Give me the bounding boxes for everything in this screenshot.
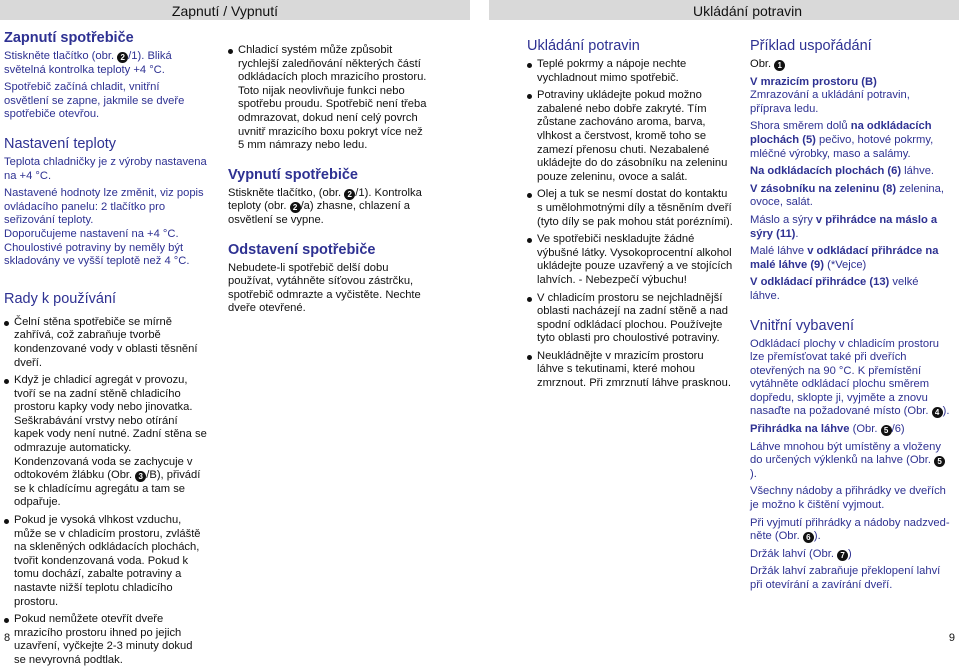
- page-number-left: 8: [4, 632, 11, 644]
- text: Na odkládacích plochách (6): [750, 165, 902, 178]
- interior-shelves: [750, 338, 950, 420]
- page-header-left: [0, 0, 470, 20]
- text: velké láhve.: [750, 276, 919, 302]
- text: v odkládací přihrádce na malé láhve (9): [750, 245, 939, 271]
- heading-food-storage: Ukládání potravin: [527, 38, 640, 54]
- heading-switch-off: Vypnutí spotřebiče: [228, 166, 358, 183]
- text: V zásobníku na zeleninu (8): [750, 182, 897, 195]
- figure-number-badge: 2: [344, 189, 355, 200]
- figure-number-badge: 7: [837, 550, 848, 561]
- freezer-note-list: [228, 44, 431, 153]
- figure-number-badge: 3: [135, 471, 146, 482]
- heading-usage-tips: Rady k používání: [4, 290, 117, 307]
- list-item: Olej a tuk se nesmí dostat do kontaktu s umělohmotnými díly a těsněním dveří (tyto díly se pak mohou stát porézními).: [527, 188, 733, 229]
- text: Stiskněte tlačítko (obr.: [4, 50, 115, 62]
- text: v přihrádce na máslo a sýry (11): [750, 213, 938, 240]
- paragraph-shutdown: Nebudete-li spotřebič delší dobu používat, vytáhněte síťovou zástrčku, spotřebič odmrazte a vyčistěte. Nechte dveře otevřené.: [228, 261, 421, 315]
- text: V odkládací přihrádce (13): [750, 276, 890, 289]
- text: pečivo, hotové pokrmy, mléčné výrobky, maso a salámy.: [750, 133, 934, 160]
- figure-number-badge: 5: [881, 425, 892, 436]
- text: Obr.: [750, 58, 772, 70]
- figure-number-badge: 1: [774, 60, 785, 71]
- list-item: Ve spotřebiči neskladujte žádné výbušné látky. Vysokoprocentní alkohol ukládejte pouze uzavřený a ve stojících lahvích. - Nebezpečí výbuchu!: [527, 233, 733, 287]
- figure-number-badge: 2: [290, 202, 301, 213]
- list-item: V chladicím prostoru se nejchladnější oblasti nacházejí na zadní stěně a nad spodní odkládací plochou. Používejte tyto oblasti pro choulostivé potraviny.: [527, 292, 733, 346]
- text: Stiskněte tlačítko, (obr.: [228, 186, 342, 199]
- example-shelves-5: [750, 120, 950, 161]
- text: Malé láhve: [750, 245, 808, 258]
- example-shelves-6: [750, 165, 950, 179]
- page-number-right: 9: [948, 632, 955, 644]
- header-title-left: Zapnutí / Vypnutí: [171, 3, 278, 19]
- example-butter-compartment: [750, 214, 950, 241]
- figure-number-badge: 2: [117, 52, 128, 63]
- text: ).: [813, 530, 821, 543]
- text: Máslo a sýry: [750, 213, 816, 226]
- page-header-right: [489, 0, 959, 20]
- example-vegetable-drawer: [750, 183, 950, 210]
- header-title-right: Ukládání potravin: [693, 3, 802, 19]
- list-item: Potraviny ukládejte pokud možno zabalené nebo dobře zakryté. Tím zůstane zachováno aroma, barva, vlhkost a čerstvost, kromě toho se zamezí přenosu chuti. Nezabalené ukládejte do do zásobníku na zeleninu pouze zeleninu, ovoce a salát.: [527, 89, 733, 184]
- usage-tips-list: [4, 316, 207, 668]
- heading-shutdown: Odstavení spotřebiče: [228, 241, 376, 258]
- heading-switch-on: Zapnutí spotřebiče: [4, 30, 134, 46]
- text: (Obr.: [849, 423, 878, 436]
- column-1: [4, 30, 207, 672]
- text: ).: [942, 405, 950, 418]
- text: /B), přivádí se k chladícímu agregátu a tam se odpařuje.: [14, 469, 201, 509]
- text: Když je chladicí agregát v provozu, tvoří se na zadní stěně chladicího prostoru kapky vody nebo jinovatka. Seškrabávání vrstvy nebo otírání kapek vody není nutné. Zadní stěna se odmrazuje automaticky. Kondenzovaná voda se zachycuje v odtokovém žlábku (Obr.: [14, 374, 207, 482]
- interior-bottle-recesses: [750, 441, 950, 482]
- text: Láhve mnohou být umístěny a vloženy do určených výklenků na lahve (Obr.: [750, 440, 941, 467]
- column-2: [228, 44, 431, 320]
- text: /1). Kontrolka teploty (obr.: [228, 186, 422, 213]
- text: V mrazicím prostoru (B): [750, 75, 877, 88]
- interior-removable: Všechny nádoby a přihrádky ve dveřích je možno k čištění vyjmout.: [750, 485, 946, 512]
- text: (*Vejce): [824, 258, 867, 271]
- text: Zmrazování a ukládání potravin, příprava ledu.: [750, 89, 910, 115]
- paragraph-temp-2: Nastavené hodnoty lze změnit, viz popis ovládacího panelu: 2 tlačítko pro seřizování teploty.: [4, 187, 204, 227]
- interior-lift: [750, 517, 950, 544]
- text: ): [848, 547, 852, 560]
- heading-temperature: Nastavení teploty: [4, 135, 117, 152]
- list-item: Teplé pokrmy a nápoje nechte vychladnout mimo spotřebič.: [527, 58, 733, 85]
- example-small-bottles: [750, 245, 950, 272]
- figure-number-badge: 4: [932, 407, 943, 418]
- figure-number-badge: 6: [803, 532, 814, 543]
- paragraph-temp-3: Doporučujeme nastavení na +4 °C.: [4, 227, 179, 240]
- heading-arrangement-example: Příklad uspořádání: [750, 38, 872, 54]
- list-item: Pokud je vysoká vlhkost vzduchu, může se v chladicím prostoru, zvláště na skleněných odkládacích plochách, tvořit kondenzovaná voda. Pokud k tomu dochází, zabalte potraviny a nastavte nižší teplotu chladicího prostoru.: [4, 514, 207, 609]
- text: /a) zhasne, chlazení a osvětlení se vypne.: [228, 200, 411, 226]
- list-item: [4, 374, 207, 510]
- example-large-bottles: [750, 276, 950, 303]
- list-item: Čelní stěna spotřebiče se mírně zahřívá, což zabraňuje tvorbě kondenzované vody v oblasti těsnění dveří.: [4, 316, 207, 370]
- text: Přihrádka na láhve: [750, 423, 850, 436]
- text: ).: [750, 467, 757, 480]
- text: .: [795, 227, 799, 240]
- figure-reference: [750, 58, 950, 72]
- text: /6): [891, 423, 905, 436]
- text: Shora směrem dolů: [750, 120, 851, 133]
- interior-bottle-holder: [750, 548, 950, 562]
- paragraph-switch-off: [228, 187, 431, 228]
- storage-list: [527, 58, 733, 391]
- text: na odkládacích plochách (5): [750, 120, 932, 146]
- text: /1). Bliká světelná kontrolka teploty +4 °C.: [4, 50, 172, 76]
- heading-interior: Vnitřní vybavení: [750, 317, 854, 334]
- text: Při vyjmutí přihrádky a nádoby nadzved-něte (Obr.: [750, 516, 950, 543]
- paragraph-temp-4: Choulostivé potraviny by neměly být skladovány ve vyšší teplotě než 4 °C.: [4, 241, 190, 268]
- list-item: Pokud nemůžete otevřít dveře mrazicího prostoru ihned po jejich uzavření, vyčkejte 2-3 minuty dokud se nevyrovná podtlak.: [4, 613, 207, 667]
- list-item: Chladicí systém může způsobit rychlejší zaledňování některých částí odkládacích ploch mrazicího prostoru. Toto nijak neovlivňuje funkci nebo spotřebu proudu. Spotřebič není třeba odmrazovat, dokud není celý povrch uvnitř mrazicího boxu pokryt více než 5 mm námrazy nebo ledu.: [228, 44, 431, 153]
- interior-bottle-holder-desc: Držák lahví zabraňuje překlopení lahví při otevírání a zavírání dveří.: [750, 565, 941, 591]
- column-3: [527, 38, 733, 395]
- text: zelenina, ovoce, salát.: [750, 182, 944, 209]
- text: láhve.: [901, 165, 935, 178]
- column-4: [750, 38, 950, 597]
- paragraph-temp-1: Teplota chladničky je z výroby nastavena na +4 °C.: [4, 155, 207, 182]
- list-item: Neukládnějte v mrazicím prostoru láhve s tekutinami, které mohou zmrznout. Při zmrznutí láhve prasknou.: [527, 350, 733, 391]
- paragraph-switch-on-2: Spotřebič začíná chladit, vnitřní osvětlení se zapne, jakmile se dveře spotřebiče otevřou.: [4, 81, 185, 121]
- text: Držák lahví (Obr.: [750, 547, 834, 560]
- paragraph-switch-on-1: [4, 50, 207, 77]
- interior-bottle-compartment: [750, 423, 950, 437]
- text: Odkládací plochy v chladicím prostoru lze přemísťovat také při dveřích otevřených na 90 °C. K přemístění vytáhněte odkládací plochu směrem dopředu, sklopte ji, vyjměte a znovu nasaďte na požadované místo (Obr.: [750, 337, 940, 418]
- figure-number-badge: 5: [934, 456, 945, 467]
- example-freezer: [750, 76, 950, 117]
